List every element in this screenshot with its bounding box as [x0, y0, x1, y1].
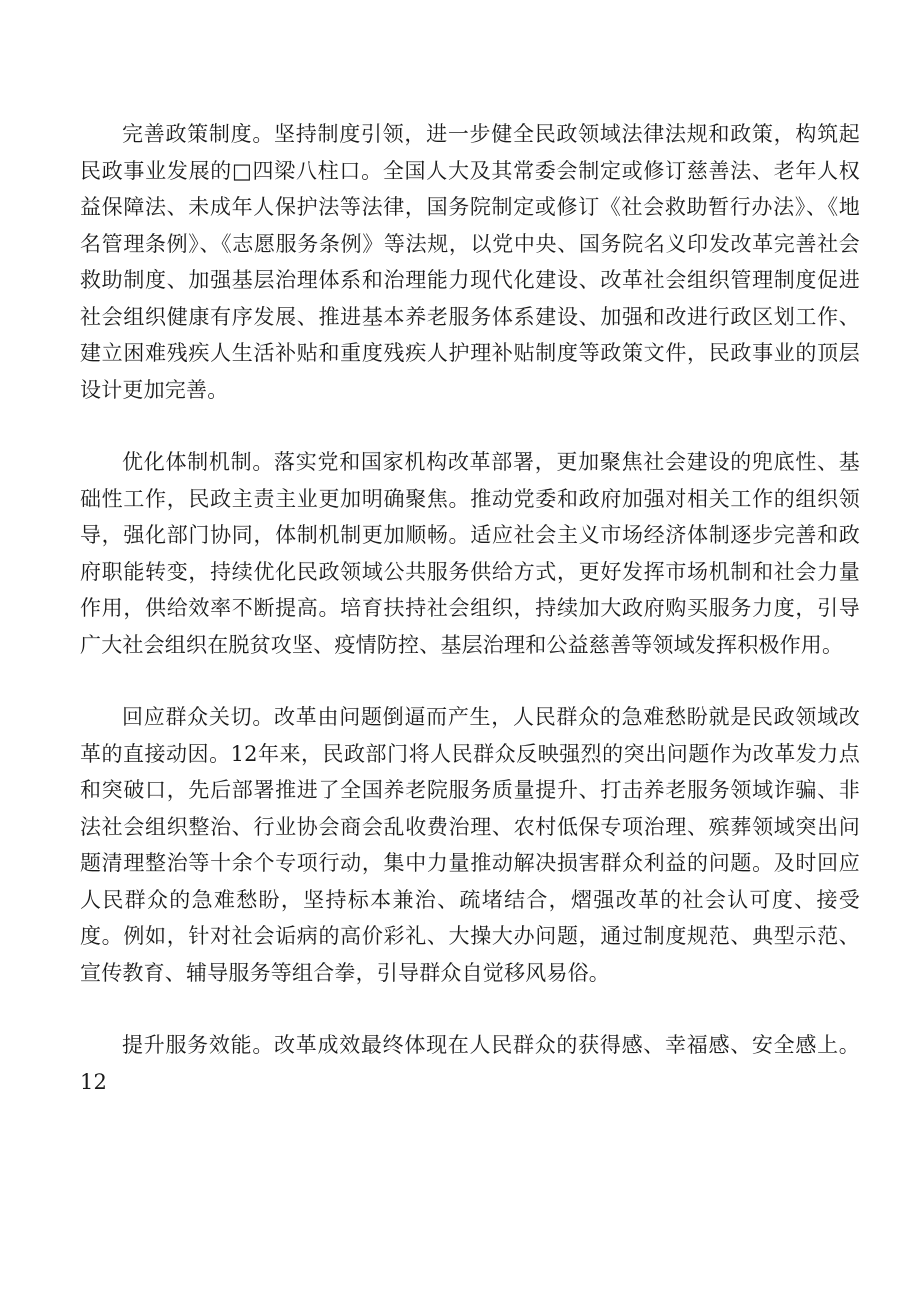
document-body	[80, 116, 860, 1100]
paragraph-service-efficiency: 提升服务效能。改革成效最终体现在人民群众的获得感、幸福感、安全感上。12	[80, 1033, 860, 1094]
paragraph-policy-system: 完善政策制度。坚持制度引领，进一步健全民政领域法律法规和政策，构筑起民政事业发展的□四梁八柱口。全国人大及其常委会制定或修订慈善法、老年人权益保障法、未成年人保护法等法律，国务院制定或修订《社会救助暂行办法》、《地名管理条例》、《志愿服务条例》等法规，以党中央、国务院名义印发改革完善社会救助制度、加强基层治理体系和治理能力现代化建设、改革社会组织管理制度促进社会组织健康有序发展、推进基本养老服务体系建设、加强和改进行政区划工作、建立困难残疾人生活补贴和重度残疾人护理补贴制度等政策文件，民政事业的顶层设计更加完善。	[80, 122, 860, 402]
paragraph-institutional-mechanism: 优化体制机制。落实党和国家机构改革部署，更加聚焦社会建设的兜底性、基础性工作，民政主责主业更加明确聚焦。推动党委和政府加强对相关工作的组织领导，强化部门协同，体制机制更加顺畅。适应社会主义市场经济体制逐步完善和政府职能转变，持续优化民政领域公共服务供给方式，更好发挥市场机制和社会力量作用，供给效率不断提高。培育扶持社会组织，持续加大政府购买服务力度，引导广大社会组织在脱贫攻坚、疫情防控、基层治理和公益慈善等领域发挥积极作用。	[80, 450, 860, 657]
paragraph-public-concerns: 回应群众关切。改革由问题倒逼而产生，人民群众的急难愁盼就是民政领域改革的直接动因。12年来，民政部门将人民群众反映强烈的突出问题作为改革发力点和突破口，先后部署推进了全国养老院服务质量提升、打击养老服务领域诈骗、非法社会组织整治、行业协会商会乱收费治理、农村低保专项治理、殡葬领域突出问题清理整治等十余个专项行动，集中力量推动解决损害群众利益的问题。及时回应人民群众的急难愁盼，坚持标本兼治、疏堵结合，熠强改革的社会认可度、接受度。例如，针对社会诟病的高价彩礼、大操大办问题，通过制度规范、典型示范、宣传教育、辅导服务等组合拳，引导群众自觉移风易俗。	[80, 705, 860, 985]
